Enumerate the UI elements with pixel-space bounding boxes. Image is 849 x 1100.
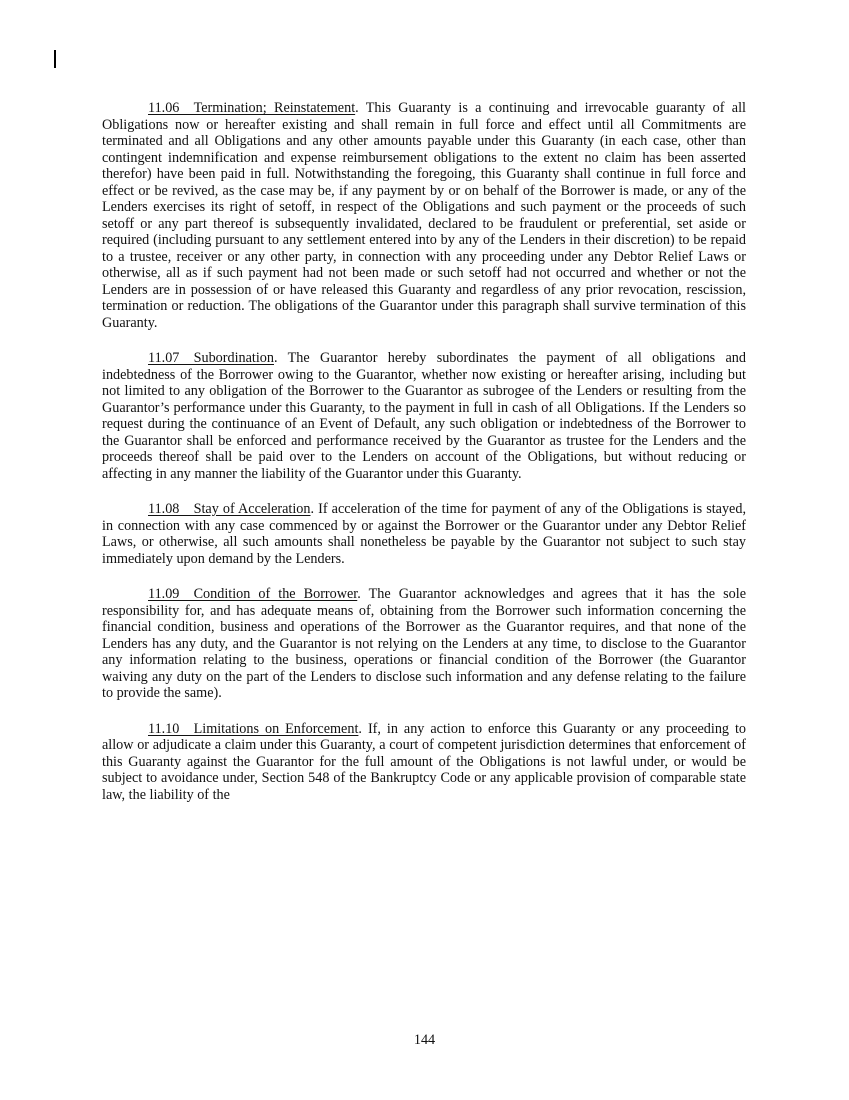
- section-text: If acceleration of the time for payment of any of the Obligations is stayed, in connection with any case commenced by or against the Borrower or the Guarantor under any Debtor Relief Laws, or otherwise, all such amounts shall nonetheless be payable by the Guarantor not subject to such stay immediately upon demand by the Lenders.: [102, 501, 746, 567]
- document-body: [102, 100, 746, 822]
- section-heading: 11.08 Stay of Acceleration: [148, 501, 311, 517]
- section-11-07: 11.07 Subordination. The Guarantor hereby subordinates the payment of all obligations and indebtedness of the Borrower owing to the Guarantor, whether now existing or hereafter arising, including but not limited to any obligation of the Borrower to the Guarantor as subrogee of the Lenders or resulting from the Guarantor’s performance under this Guaranty, to the payment in full in cash of all Obligations. If the Lenders so request during the continuance of an Event of Default, any such obligation or indebtedness of the Borrower to the Guarantor shall be enforced and performance received by the Guarantor as trustee for the Lenders and the proceeds thereof shall be paid over to the Lenders on account of the Obligations, but without reducing or affecting in any manner the liability of the Guarantor under this Guaranty.: [102, 350, 746, 482]
- section-heading: 11.06 Termination; Reinstatement: [148, 100, 356, 116]
- section-11-06: 11.06 Termination; Reinstatement. This Guaranty is a continuing and irrevocable guaranty of all Obligations now or hereafter existing and shall remain in full force and effect until all Commitments are terminated and all Obligations and any other amounts payable under this Guaranty (in each case, other than contingent indemnification and expense reimbursement obligations to the extent no claim has been asserted therefor) have been paid in full. Notwithstanding the foregoing, this Guaranty shall continue in full force and effect or be revived, as the case may be, if any payment by or on behalf of the Borrower is made, or any of the Lenders exercises its right of setoff, in respect of the Obligations and such payment or the proceeds of such setoff or any part thereof is subsequently invalidated, declared to be fraudulent or preferential, set aside or required (including pursuant to any settlement entered into by any of the Lenders in their discretion) to be repaid to a trustee, receiver or any other party, in connection with any proceeding under any Debtor Relief Laws or otherwise, all as if such payment had not been made or such setoff had not occurred and whether or not the Lenders are in possession of or have released this Guaranty and regardless of any prior revocation, rescission, termination or reduction. The obligations of the Guarantor under this paragraph shall survive termination of this Guaranty.: [102, 100, 746, 331]
- section-text: This Guaranty is a continuing and irrevocable guaranty of all Obligations now or hereafter existing and shall remain in full force and effect until all Commitments are terminated and all Obligations and any other amounts payable under this Guaranty (in each case, other than contingent indemnification and expense reimbursement obligations to the extent no claim has been asserted therefor) have been paid in full. Notwithstanding the foregoing, this Guaranty shall continue in full force and effect or be revived, as the case may be, if any payment by or on behalf of the Borrower is made, or any of the Lenders exercises its right of setoff, in respect of the Obligations and such payment or the proceeds of such setoff or any part thereof is subsequently invalidated, declared to be fraudulent or preferential, set aside or required (including pursuant to any settlement entered into by any of the Lenders in their discretion) to be repaid to a trustee, receiver or any other party, in connection with any proceeding under any Debtor Relief Laws or otherwise, all as if such payment had not been made or such setoff had not occurred and whether or not the Lenders are in possession of or have released this Guaranty and regardless of any prior revocation, rescission, termination or reduction. The obligations of the Guarantor under this paragraph shall survive termination of this Guaranty.: [102, 100, 746, 331]
- page-number: 144: [413, 1032, 436, 1048]
- section-text: The Guarantor acknowledges and agrees that it has the sole responsibility for, and has adequate means of, obtaining from the Borrower such information concerning the financial condition, business and operations of the Borrower as the Guarantor requires, and that none of the Lenders has any duty, and the Guarantor is not relying on the Lenders at any time, to disclose to the Guarantor any information relating to the business, operations or financial condition of the Borrower (the Guarantor waiving any duty on the part of the Lenders to disclose such information and any defense relating to the failure to provide the same).: [102, 586, 747, 701]
- section-heading: 11.07 Subordination: [148, 350, 274, 366]
- section-heading: 11.09 Condition of the Borrower: [148, 586, 358, 602]
- revision-change-bar: [54, 50, 56, 68]
- section-11-10: 11.10 Limitations on Enforcement. If, in any action to enforce this Guaranty or any proceeding to allow or adjudicate a claim under this Guaranty, a court of competent jurisdiction determines that enforcement of this Guaranty against the Guarantor for the full amount of the Obligations is not lawful under, or would be subject to avoidance under, Section 548 of the Bankruptcy Code or any applicable provision of comparable state law, the liability of the: [102, 720, 747, 803]
- section-text: If, in any action to enforce this Guaranty or any proceeding to allow or adjudicate a claim under this Guaranty, a court of competent jurisdiction determines that enforcement of this Guaranty against the Guarantor for the full amount of the Obligations is not lawful under, or would be subject to avoidance under, Section 548 of the Bankruptcy Code or any applicable provision of comparable state law, the liability of the: [102, 720, 747, 803]
- section-11-09: 11.09 Condition of the Borrower. The Guarantor acknowledges and agrees that it has the sole responsibility for, and has adequate means of, obtaining from the Borrower such information concerning the financial condition, business and operations of the Borrower as the Guarantor requires, and that none of the Lenders has any duty, and the Guarantor is not relying on the Lenders at any time, to disclose to the Guarantor any information relating to the business, operations or financial condition of the Borrower (the Guarantor waiving any duty on the part of the Lenders to disclose such information and any defense relating to the failure to provide the same).: [102, 586, 747, 701]
- section-11-08: 11.08 Stay of Acceleration. If acceleration of the time for payment of any of the Obligations is stayed, in connection with any case commenced by or against the Borrower or the Guarantor under any Debtor Relief Laws, or otherwise, all such amounts shall nonetheless be payable by the Guarantor not subject to such stay immediately upon demand by the Lenders.: [102, 501, 746, 567]
- section-text: The Guarantor hereby subordinates the payment of all obligations and indebtedness of the Borrower owing to the Guarantor, whether now existing or hereafter arising, including but not limited to any obligation of the Borrower to the Guarantor as subrogee of the Lenders or resulting from the Guarantor’s performance under this Guaranty, to the payment in full in cash of all Obligations. If the Lenders so request during the continuance of an Event of Default, any such obligation or indebtedness of the Borrower to the Guarantor shall be enforced and performance received by the Guarantor as trustee for the Lenders and the proceeds thereof shall be paid over to the Lenders on account of the Obligations, but without reducing or affecting in any manner the liability of the Guarantor under this Guaranty.: [102, 350, 746, 482]
- section-heading: 11.10 Limitations on Enforcement: [148, 720, 359, 737]
